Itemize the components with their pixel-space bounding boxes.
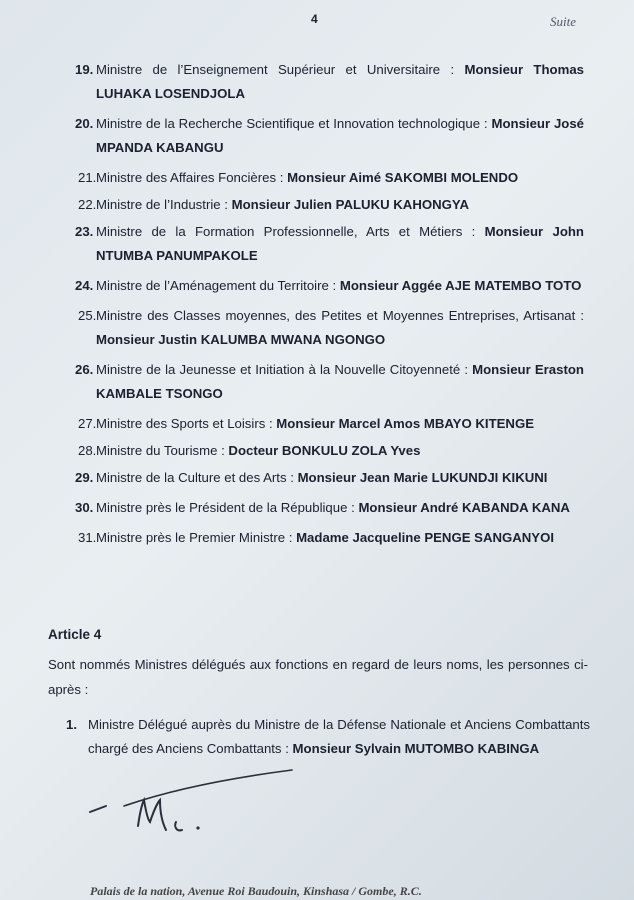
item-number: 24.: [75, 278, 94, 293]
list-item: [0, 526, 634, 550]
list-item: [0, 439, 634, 463]
item-ministry: Ministre près le Président de la République :: [96, 500, 359, 515]
item-name: Madame Jacqueline PENGE SANGANYOI: [296, 530, 555, 545]
list-item: [0, 274, 634, 298]
suite-label: Suite: [550, 14, 576, 29]
item-number: 21.: [78, 170, 97, 185]
item-name: Monsieur André KABANDA KANA: [358, 500, 570, 515]
item-ministry: Ministre de l’Enseignement Supérieur et Universitaire :: [96, 62, 465, 77]
item-number: 26.: [75, 362, 94, 377]
item-number: 1.: [66, 717, 77, 732]
item-number: 30.: [75, 500, 94, 515]
item-name: Monsieur Aggée AJE MATEMBO TOTO: [339, 278, 582, 293]
item-name: Monsieur Aimé SAKOMBI MOLENDO: [287, 170, 519, 185]
item-name: Monsieur Sylvain MUTOMBO KABINGA: [292, 741, 540, 756]
list-item: [0, 58, 634, 106]
item-number: 22.: [78, 197, 97, 212]
delegate-item: [66, 713, 590, 761]
page-number: 4: [311, 12, 318, 26]
list-item: [0, 220, 634, 268]
item-number: 25.: [78, 308, 97, 323]
item-number: 28.: [78, 443, 97, 458]
item-number: 23.: [75, 224, 94, 239]
list-item: [0, 304, 634, 352]
item-ministry: Ministre de la Formation Professionnelle, Arts et Métiers :: [96, 224, 485, 239]
signature-mark: [80, 760, 310, 840]
item-number: 19.: [75, 62, 94, 77]
item-name: Monsieur José MPANDA KABANGU: [96, 116, 585, 155]
item-ministry: Ministre des Sports et Loisirs :: [96, 416, 277, 431]
list-item: [0, 112, 634, 160]
item-ministry: Ministre de la Recherche Scientifique et Innovation technologique :: [96, 116, 492, 131]
item-name: Monsieur Eraston KAMBALE TSONGO: [96, 362, 584, 401]
article-heading: Article 4: [48, 627, 102, 642]
item-ministry: Ministre des Classes moyennes, des Petites et Moyennes Entreprises, Artisanat :: [96, 308, 584, 323]
item-ministry: Ministre du Tourisme :: [96, 443, 229, 458]
item-name: Docteur BONKULU ZOLA Yves: [228, 443, 421, 458]
item-name: Monsieur Marcel Amos MBAYO KITENGE: [276, 416, 534, 431]
item-number: 31.: [78, 530, 97, 545]
item-name: Monsieur Justin KALUMBA MWANA NGONGO: [96, 332, 386, 347]
item-ministry: Ministre des Affaires Foncières :: [96, 170, 288, 185]
list-item: [0, 193, 634, 217]
item-ministry: Ministre près le Premier Ministre :: [96, 530, 297, 545]
item-number: 27.: [78, 416, 97, 431]
list-item: [0, 412, 634, 436]
list-item: [0, 358, 634, 406]
item-ministry: Ministre de l’Aménagement du Territoire :: [96, 278, 340, 293]
item-ministry: Ministre Délégué auprès du Ministre de la Défense Nationale et Anciens Combattants chargé des Anciens Combattants :: [88, 717, 590, 756]
ministers-list: [0, 58, 634, 553]
item-ministry: Ministre de la Culture et des Arts :: [96, 470, 298, 485]
item-name: Monsieur John NTUMBA PANUMPAKOLE: [96, 224, 584, 263]
item-number: 20.: [75, 116, 94, 131]
item-name: Monsieur Thomas LUHAKA LOSENDJOLA: [96, 62, 584, 101]
item-number: 29.: [75, 470, 94, 485]
list-item: [0, 496, 634, 520]
item-ministry: Ministre de l’Industrie :: [96, 197, 232, 212]
footer-address: Palais de la nation, Avenue Roi Baudouin, Kinshasa / Gombe, R.C.: [90, 884, 422, 898]
list-item: [0, 166, 634, 190]
item-name: Monsieur Julien PALUKU KAHONGYA: [231, 197, 469, 212]
list-item: [0, 466, 634, 490]
article-intro: Sont nommés Ministres délégués aux fonctions en regard de leurs noms, les personnes ci-après :: [48, 657, 588, 697]
item-name: Monsieur Jean Marie LUKUNDJI KIKUNI: [297, 470, 548, 485]
item-ministry: Ministre de la Jeunesse et Initiation à la Nouvelle Citoyenneté :: [96, 362, 473, 377]
